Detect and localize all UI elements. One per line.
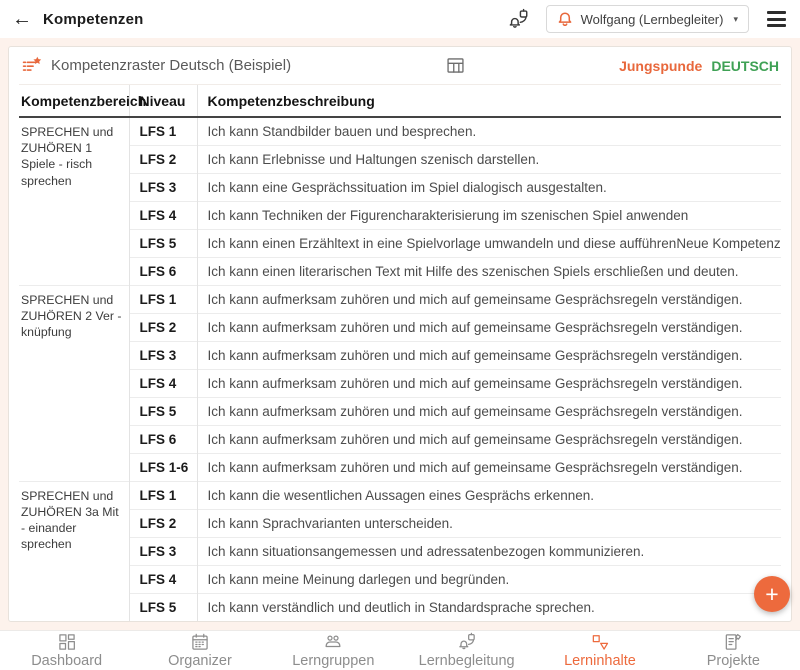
table-row <box>19 257 781 285</box>
topbar-actions <box>507 5 788 33</box>
competency-description-cell[interactable]: Ich kann Erlebnisse und Haltungen szenisch darstellen. <box>197 145 781 173</box>
competency-description-cell[interactable]: Ich kann Sprachvarianten unterscheiden. <box>197 509 781 537</box>
table-row <box>19 341 781 369</box>
card-header <box>19 47 781 85</box>
competency-table <box>19 85 781 621</box>
niveau-cell[interactable]: LFS 5 <box>129 593 197 621</box>
table-grid-icon <box>445 55 466 76</box>
lerninhalte-icon <box>590 632 610 652</box>
competency-description-cell[interactable]: Ich kann verständlich und deutlich in Standardsprache sprechen. <box>197 593 781 621</box>
table-row <box>19 397 781 425</box>
competency-description-cell[interactable]: Ich kann einen Erzähltext in eine Spielvorlage umwandeln und diese aufführenNeue Kompetenz <box>197 229 781 257</box>
table-row <box>19 285 781 313</box>
table-row <box>19 369 781 397</box>
competency-table-body <box>19 117 781 621</box>
competency-description-cell[interactable]: Ich kann aufmerksam zuhören und mich auf gemeinsame Gesprächsregeln verständigen. <box>197 341 781 369</box>
niveau-cell[interactable]: LFS 3 <box>129 537 197 565</box>
competency-description-cell[interactable]: Ich kann aufmerksam zuhören und mich auf gemeinsame Gesprächsregeln verständigen. <box>197 397 781 425</box>
nav-label: Lerngruppen <box>292 653 375 669</box>
niveau-cell[interactable]: LFS 2 <box>129 509 197 537</box>
page-title: Kompetenzen <box>43 10 144 28</box>
chevron-down-icon: ▾ <box>733 13 738 24</box>
niveau-cell[interactable]: LFS 1 <box>129 117 197 145</box>
competency-description-cell[interactable]: Ich kann meine Meinung darlegen und begründen. <box>197 565 781 593</box>
lernbegleitung-icon <box>457 632 477 652</box>
lernbegleitung-notifications-button[interactable] <box>507 8 530 31</box>
competency-description-cell[interactable]: Ich kann aufmerksam zuhören und mich auf gemeinsame Gesprächsregeln verständigen. <box>197 453 781 481</box>
kompetenzraster-card <box>8 46 792 622</box>
competency-area-cell: SPRECHEN und ZUHÖREN 2 Ver - knüpfung <box>19 285 129 481</box>
table-row <box>19 537 781 565</box>
nav-label: Lernbegleitung <box>418 653 515 669</box>
table-header-row <box>19 85 781 117</box>
nav-label: Lerninhalte <box>564 653 636 669</box>
card-header-center <box>299 55 611 76</box>
dashboard-icon <box>57 632 77 652</box>
niveau-cell[interactable]: LFS 4 <box>129 369 197 397</box>
add-button[interactable] <box>754 576 790 612</box>
nav-lernbegleitung[interactable] <box>400 631 533 670</box>
competency-description-cell[interactable]: Ich kann situationsangemessen und adressatenbezogen kommunizieren. <box>197 537 781 565</box>
table-row <box>19 565 781 593</box>
table-row <box>19 481 781 509</box>
back-arrow-icon: ← <box>12 8 32 30</box>
column-header-kompetenzbereich: Kompetenzbereich <box>19 85 129 117</box>
nav-label: Projekte <box>706 653 760 669</box>
subject-badge: DEUTSCH <box>711 57 779 74</box>
user-avatar-icon <box>557 11 573 27</box>
back-button[interactable] <box>12 9 32 29</box>
context-badges <box>619 58 779 74</box>
niveau-cell[interactable]: LFS 2 <box>129 313 197 341</box>
main-content <box>0 38 800 630</box>
competency-area-cell: SPRECHEN und ZUHÖREN 3a Mit - einander sprechen <box>19 481 129 621</box>
niveau-cell[interactable]: LFS 3 <box>129 173 197 201</box>
lerngruppe-badge: Jungspunde <box>619 57 703 74</box>
competency-description-cell[interactable]: Ich kann aufmerksam zuhören und mich auf gemeinsame Gesprächsregeln verständigen. <box>197 425 781 453</box>
nav-label: Dashboard <box>31 653 103 669</box>
competency-description-cell[interactable]: Ich kann Standbilder bauen und besprechen. <box>197 117 781 145</box>
list-star-icon <box>21 55 43 77</box>
table-row <box>19 145 781 173</box>
table-row <box>19 425 781 453</box>
column-header-niveau: Niveau <box>129 85 197 117</box>
niveau-cell[interactable]: LFS 5 <box>129 229 197 257</box>
competency-description-cell[interactable]: Ich kann eine Gesprächssituation im Spiel dialogisch ausgestalten. <box>197 173 781 201</box>
plus-icon: + <box>765 580 779 607</box>
niveau-cell[interactable]: LFS 5 <box>129 397 197 425</box>
competency-description-cell[interactable]: Ich kann aufmerksam zuhören und mich auf gemeinsame Gesprächsregeln verständigen. <box>197 369 781 397</box>
grid-view-button[interactable] <box>445 55 466 76</box>
niveau-cell[interactable]: LFS 6 <box>129 425 197 453</box>
niveau-cell[interactable]: LFS 4 <box>129 201 197 229</box>
user-menu-button[interactable] <box>546 5 749 33</box>
competency-area-cell: SPRECHEN und ZUHÖREN 1 Spiele - risch sprechen <box>19 117 129 285</box>
competency-description-cell[interactable]: Ich kann aufmerksam zuhören und mich auf gemeinsame Gesprächsregeln verständigen. <box>197 313 781 341</box>
nav-projekte[interactable] <box>667 631 800 670</box>
table-row <box>19 313 781 341</box>
projekte-icon <box>723 632 743 652</box>
competency-description-cell[interactable]: Ich kann Techniken der Figurencharakterisierung im szenischen Spiel anwenden <box>197 201 781 229</box>
table-row <box>19 593 781 621</box>
user-menu-label: Wolfgang (Lernbegleiter) <box>580 11 724 27</box>
niveau-cell[interactable]: LFS 2 <box>129 145 197 173</box>
bell-swap-icon <box>507 8 530 31</box>
lerngruppen-icon <box>323 632 343 652</box>
table-row <box>19 229 781 257</box>
hamburger-menu-button[interactable] <box>765 8 788 30</box>
niveau-cell[interactable]: LFS 1 <box>129 481 197 509</box>
menu-icon <box>767 11 786 14</box>
column-header-kompetenzbeschreibung: Kompetenzbeschreibung <box>197 85 781 117</box>
niveau-cell[interactable]: LFS 1 <box>129 285 197 313</box>
niveau-cell[interactable]: LFS 3 <box>129 341 197 369</box>
competency-description-cell[interactable]: Ich kann einen literarischen Text mit Hilfe des szenischen Spiels erschließen und deuten. <box>197 257 781 285</box>
nav-label: Organizer <box>168 653 232 669</box>
calendar-icon <box>190 632 210 652</box>
table-row <box>19 509 781 537</box>
table-row <box>19 453 781 481</box>
top-bar <box>0 0 800 38</box>
nav-lerngruppen[interactable] <box>267 631 400 670</box>
bottom-navigation <box>0 630 800 670</box>
niveau-cell[interactable]: LFS 1-6 <box>129 453 197 481</box>
nav-dashboard[interactable] <box>0 631 133 670</box>
table-row <box>19 173 781 201</box>
niveau-cell[interactable]: LFS 6 <box>129 257 197 285</box>
table-row <box>19 117 781 145</box>
competency-description-cell[interactable]: Ich kann die wesentlichen Aussagen eines Gesprächs erkennen. <box>197 481 781 509</box>
nav-lerninhalte[interactable] <box>533 631 666 670</box>
table-row <box>19 201 781 229</box>
competency-description-cell[interactable]: Ich kann aufmerksam zuhören und mich auf gemeinsame Gesprächsregeln verständigen. <box>197 285 781 313</box>
card-title: Kompetenzraster Deutsch (Beispiel) <box>51 57 292 74</box>
nav-organizer[interactable] <box>133 631 266 670</box>
niveau-cell[interactable]: LFS 4 <box>129 565 197 593</box>
